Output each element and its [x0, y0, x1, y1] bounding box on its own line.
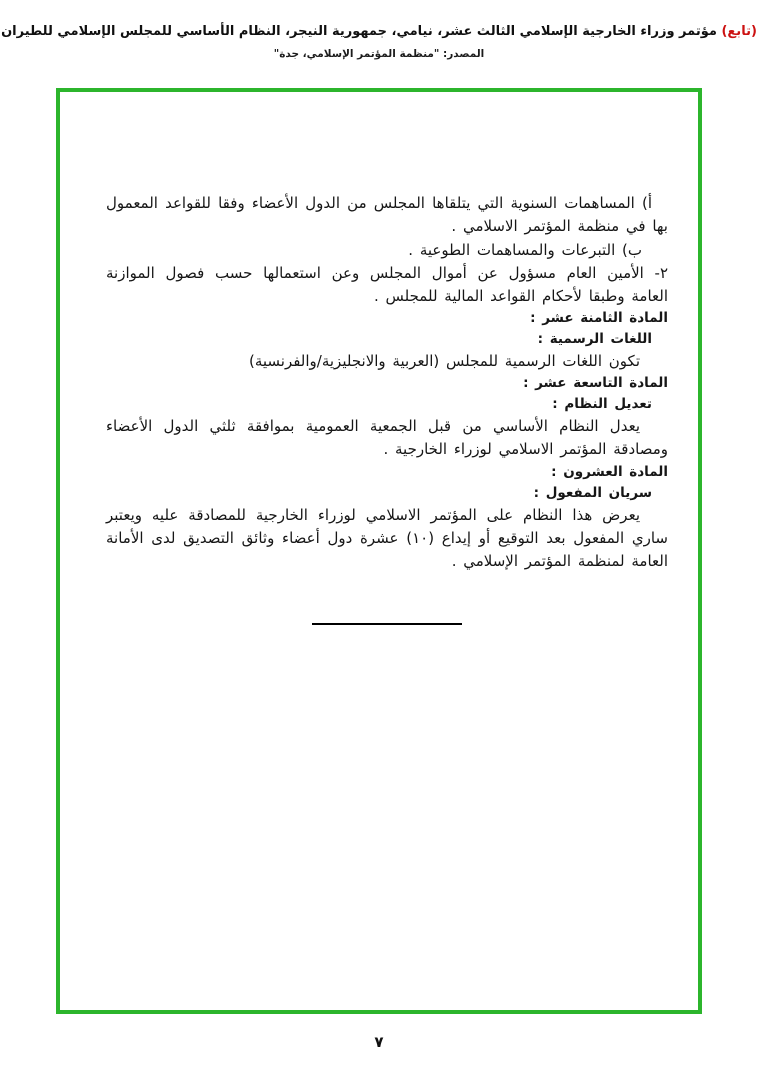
article-18-subheading: اللغات الرسمية : — [537, 331, 652, 348]
article-18-text: تكون اللغات الرسمية للمجلس (العربية والانجليزية/والفرنسية) — [248, 352, 640, 371]
article-19-heading: المادة التاسعة عشر : — [523, 375, 668, 392]
article-20-heading: المادة العشرون : — [551, 463, 668, 480]
document-body — [106, 192, 668, 625]
header-source-line: المصدر: "منظمة المؤتمر الإسلامي، جدة" — [273, 48, 485, 60]
page-number: ٧ — [374, 1033, 384, 1051]
list-item-b: ب) التبرعات والمساهمات الطوعية . — [408, 240, 642, 259]
header-continuation-label: (تابع) — [721, 24, 757, 39]
header-title-line — [0, 24, 758, 39]
separator-line — [312, 623, 462, 625]
document-header — [0, 24, 758, 60]
content-frame — [56, 88, 702, 1014]
list-item-2: ٢- الأمين العام مسؤول عن أموال المجلس وعن استعمالها حسب فصول الموازنة العامة وطبقا لأحكام القواعد المالية للمجلس . — [106, 263, 668, 305]
article-20-subheading: سريان المفعول : — [533, 484, 652, 501]
article-18-heading: المادة الثامنة عشر : — [530, 310, 668, 327]
article-19-subheading: تعديل النظام : — [552, 396, 652, 413]
article-20-text: يعرض هذا النظام على المؤتمر الاسلامي لوزراء الخارجية للمصادقة عليه ويعتبر ساري المفعول بعد التوقيع أو إيداع (١٠) عشرة دول أعضاء وثائق التصديق لدى الأمانة العامة لمنظمة المؤتمر الإسلامي . — [106, 505, 668, 571]
list-item-a: أ) المساهمات السنوية التي يتلقاها المجلس من الدول الأعضاء وفقا للقواعد المعمول بها في منظمة المؤتمر الاسلامي . — [106, 194, 668, 236]
article-19-text: يعدل النظام الأساسي من قبل الجمعية العمومية بموافقة ثلثي الدول الأعضاء ومصادقة المؤتمر الاسلامي لوزراء الخارجية . — [106, 417, 668, 459]
header-title: مؤتمر وزراء الخارجية الإسلامي الثالث عشر، نيامي، جمهورية النيجر، النظام الأساسي للمجلس الإسلامي للطيران — [1, 24, 717, 39]
